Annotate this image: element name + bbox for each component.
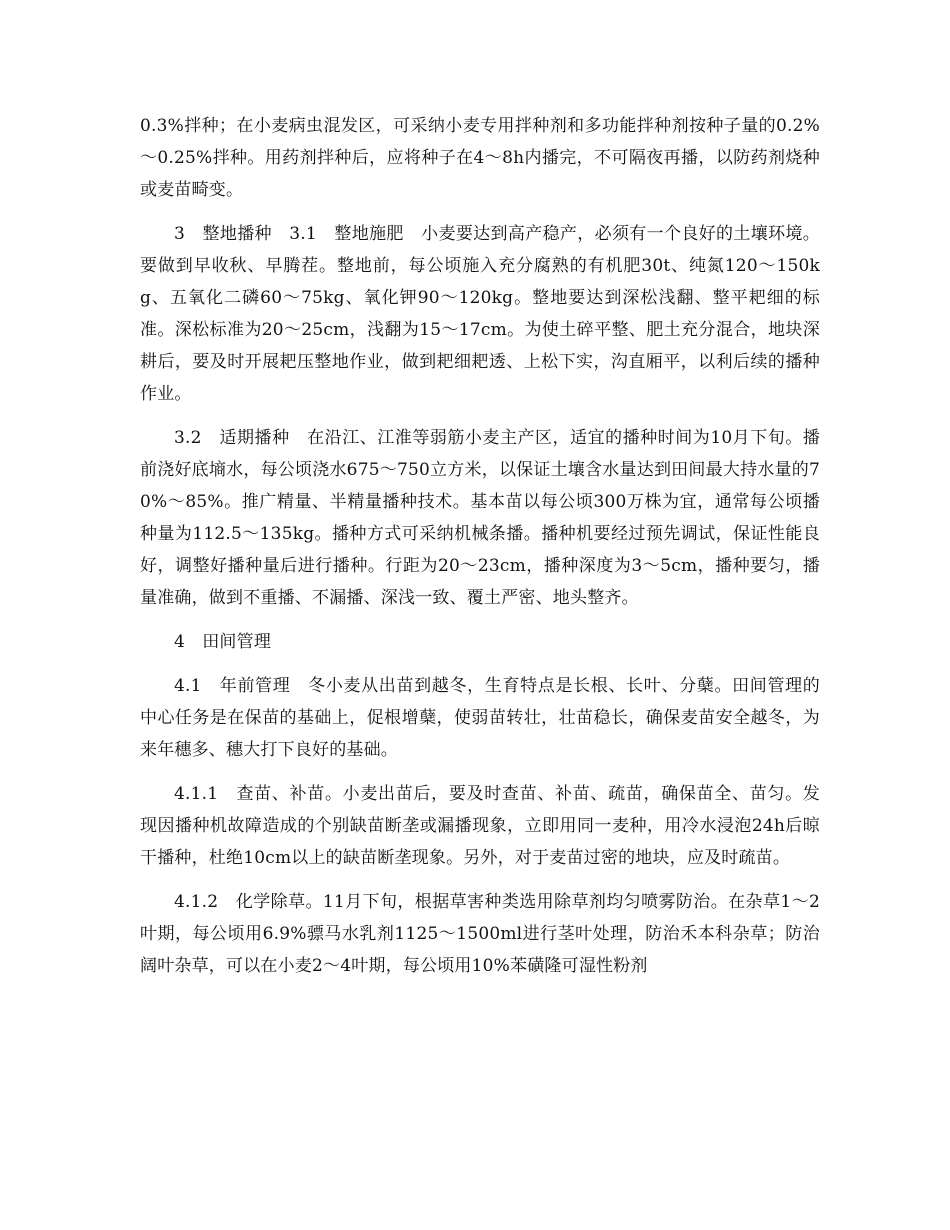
paragraph-land-preparation: 3 整地播种 3.1 整地施肥 小麦要达到高产稳产，必须有一个良好的土壤环境。要做到早收秋、早腾茬。整地前，每公顷施入充分腐熟的有机肥30t、纯氮120～150kg、五氧化二磷60～75kg、氧化钾90～120kg。整地要达到深松浅翻、整平耙细的标准。深松标准为20～25cm，浅翻为15～17cm。为使土碎平整、肥土充分混合，地块深耕后，要及时开展耙压整地作业，做到耙细耙透、上松下实，沟直厢平，以利后续的播种作业。 <box>140 224 820 404</box>
paragraph-check-replant-seedlings: 4.1.1 查苗、补苗。小麦出苗后，要及时查苗、补苗、疏苗，确保苗全、苗匀。发现因播种机故障造成的个别缺苗断垄或漏播现象，立即用同一麦种，用冷水浸泡24h后晾干播种，杜绝10cm以上的缺苗断垄现象。另外，对于麦苗过密的地块，应及时疏苗。 <box>140 784 820 868</box>
paragraph-seed-dressing: 0.3%拌种；在小麦病虫混发区，可采纳小麦专用拌种剂和多功能拌种剂按种子量的0.2%～0.25%拌种。用药剂拌种后，应将种子在4～8h内播完，不可隔夜再播，以防药剂烧种或麦苗畸变。 <box>140 116 820 200</box>
paragraph-chemical-weeding: 4.1.2 化学除草。11月下旬，根据草害种类选用除草剂均匀喷雾防治。在杂草1～2叶期，每公顷用6.9%骠马水乳剂1125～1500ml进行茎叶处理，防治禾本科杂草；防治阔叶杂草，可以在小麦2～4叶期，每公顷用10%苯磺隆可湿性粉剂 <box>140 892 820 976</box>
paragraph-pre-winter-management: 4.1 年前管理 冬小麦从出苗到越冬，生育特点是长根、长叶、分蘖。田间管理的中心任务是在保苗的基础上，促根增蘖，使弱苗转壮，壮苗稳长，确保麦苗安全越冬，为来年穗多、穗大打下良好的基础。 <box>140 676 820 760</box>
document-body <box>140 110 820 994</box>
section-heading-field-management: 4 田间管理 <box>174 632 272 652</box>
paragraph-timely-sowing: 3.2 适期播种 在沿江、江淮等弱筋小麦主产区，适宜的播种时间为10月下旬。播前浇好底墒水，每公顷浇水675～750立方米，以保证土壤含水量达到田间最大持水量的70%～85%。推广精量、半精量播种技术。基本苗以每公顷300万株为宜，通常每公顷播种量为112.5～135kg。播种方式可采纳机械条播。播种机要经过预先调试，保证性能良好，调整好播种量后进行播种。行距为20～23cm，播种深度为3～5cm，播种要匀，播量准确，做到不重播、不漏播、深浅一致、覆土严密、地头整齐。 <box>140 428 820 608</box>
